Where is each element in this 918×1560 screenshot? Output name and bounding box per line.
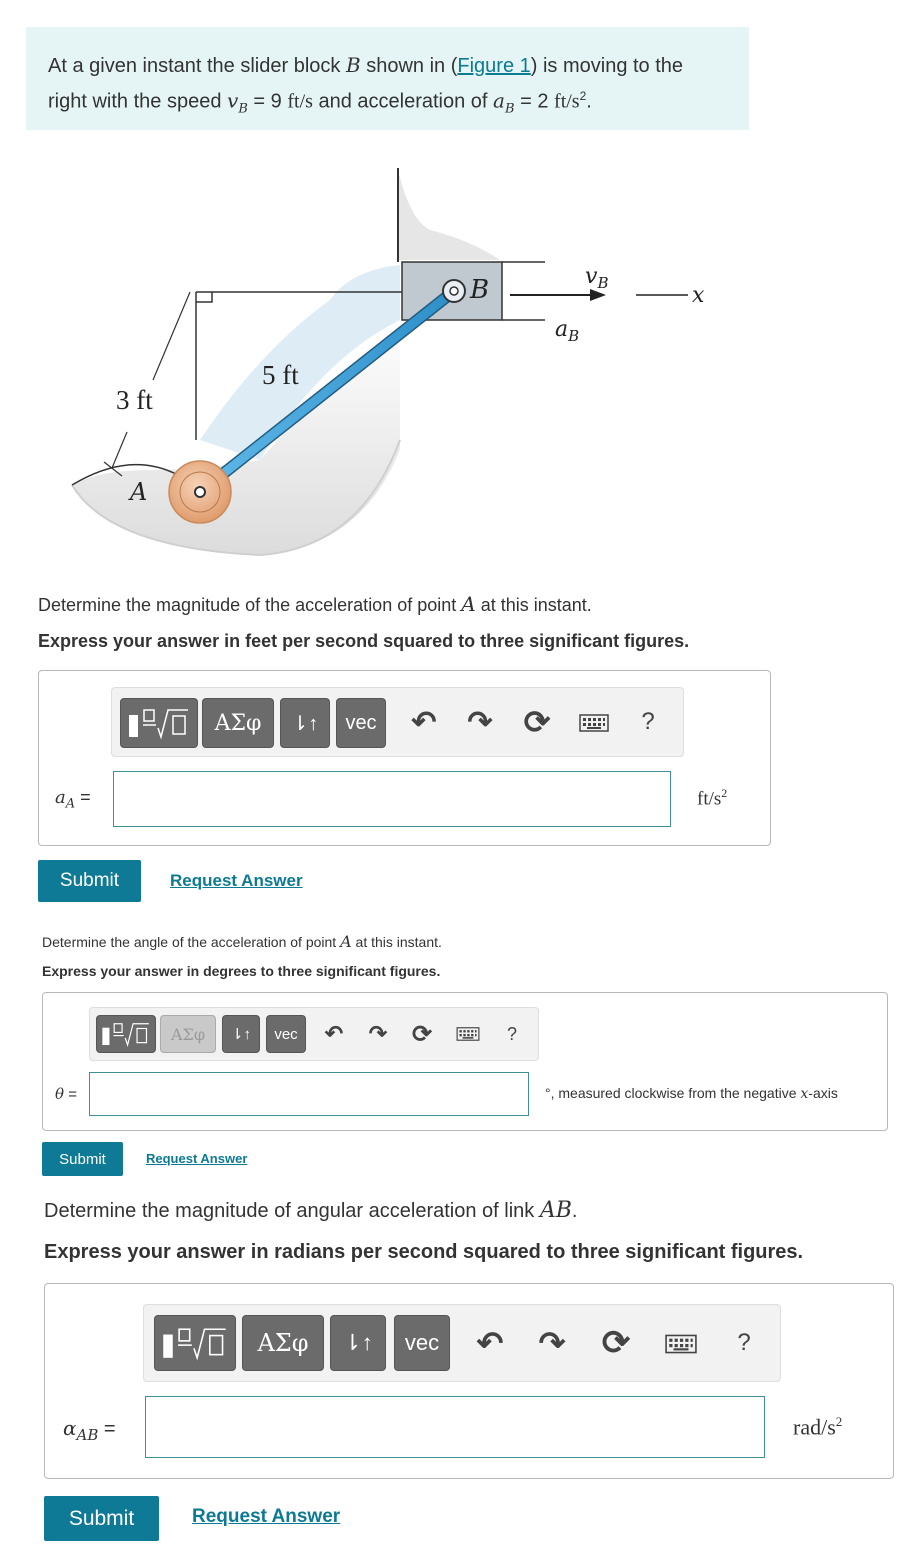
part2-toolbar: [89, 1007, 539, 1061]
part3-toolbar: [143, 1304, 781, 1382]
part1-label: $a_A$ =: [55, 787, 91, 812]
undo-icon[interactable]: ↶: [476, 1325, 504, 1361]
intro-unit: ft/s: [287, 90, 313, 113]
mechanism-figure: [60, 160, 760, 560]
part3-submit-button[interactable]: Submit: [44, 1496, 159, 1541]
part3-question: Determine the magnitude of angular acceleration of link AB.: [44, 1198, 578, 1223]
templates-button[interactable]: [120, 698, 198, 748]
intro-text: = 9: [247, 90, 288, 113]
intro-text: and acceleration of: [312, 90, 494, 113]
part1-request-answer-link[interactable]: Request Answer: [170, 871, 303, 890]
part1-answer-panel: [38, 670, 771, 846]
part1-answer-input[interactable]: [113, 771, 671, 827]
help-icon[interactable]: ?: [641, 708, 655, 735]
part1-toolbar: [111, 687, 684, 757]
templates-button[interactable]: [154, 1315, 236, 1371]
figure-link[interactable]: Figure 1: [457, 55, 531, 77]
part3-unit: rad/$s^2$: [793, 1414, 843, 1440]
part2-request-answer-link[interactable]: Request Answer: [146, 1151, 248, 1166]
greek-button[interactable]: ΑΣφ: [202, 698, 274, 748]
part1-unit: $ft/s^2$: [697, 786, 728, 810]
intro-sup: 2: [579, 89, 587, 103]
part3-label: $\alpha_{AB}$ =: [63, 1416, 116, 1444]
intro-var-b: B: [345, 53, 361, 77]
part2-question: Determine the angle of the acceleration of point A at this instant.: [42, 932, 442, 951]
keyboard-icon[interactable]: [450, 1022, 486, 1046]
part1-submit-button[interactable]: Submit: [38, 860, 141, 902]
intro-sub: B: [504, 101, 515, 117]
part1-instructions: Express your answer in feet per second squared to three significant figures.: [38, 631, 690, 651]
help-icon[interactable]: ?: [737, 1329, 751, 1356]
intro-text: shown in (: [360, 55, 458, 77]
label-x: x: [692, 283, 705, 308]
help-icon[interactable]: ?: [506, 1023, 517, 1044]
templates-icon: [126, 706, 192, 740]
reset-icon[interactable]: ⟳: [523, 704, 551, 740]
part3-instructions: Express your answer in radians per second squared to three significant figures.: [44, 1241, 804, 1263]
templates-button[interactable]: [96, 1015, 156, 1053]
label-b: B: [470, 275, 490, 305]
part2-unit: °, measured clockwise from the negative x-axis: [545, 1085, 838, 1102]
redo-icon[interactable]: ↷: [467, 705, 493, 739]
redo-icon[interactable]: ↷: [538, 1325, 566, 1361]
label-vb: $v_B$: [585, 264, 609, 292]
part2-instructions: Express your answer in degrees to three significant figures.: [42, 963, 441, 979]
vec-button[interactable]: vec: [266, 1015, 306, 1053]
arrows-button[interactable]: ⇂↑: [222, 1015, 260, 1053]
keyboard-icon[interactable]: [574, 708, 614, 738]
vec-button[interactable]: vec: [394, 1315, 450, 1371]
intro-text: ) is moving to the right with the speed: [48, 55, 684, 113]
problem-statement: [26, 27, 749, 130]
keyboard-icon[interactable]: [658, 1329, 704, 1359]
intro-text: At a given instant the slider block: [48, 55, 346, 77]
intro-sub: B: [238, 101, 248, 117]
part3-answer-panel: [44, 1283, 894, 1479]
arrows-button[interactable]: ⇂↑: [280, 698, 330, 748]
templates-icon: [100, 1020, 152, 1048]
label-3ft: 3 ft: [116, 385, 153, 415]
part2-answer-input[interactable]: [89, 1072, 529, 1116]
reset-icon[interactable]: ⟳: [411, 1020, 433, 1048]
part2-answer-panel: [42, 992, 888, 1131]
label-a: A: [130, 478, 148, 506]
intro-var-v: v: [227, 88, 239, 113]
label-ab: $a_B$: [555, 317, 580, 345]
undo-icon[interactable]: ↶: [411, 705, 437, 739]
part2-submit-button[interactable]: Submit: [42, 1142, 123, 1176]
part2-label: θ =: [55, 1085, 77, 1103]
vec-button[interactable]: vec: [336, 698, 386, 748]
greek-button[interactable]: ΑΣφ: [242, 1315, 324, 1371]
intro-text: = 2: [514, 90, 555, 113]
greek-button[interactable]: ΑΣφ: [160, 1015, 216, 1053]
part3-answer-input[interactable]: [145, 1396, 765, 1458]
redo-icon[interactable]: ↷: [368, 1021, 388, 1046]
undo-icon[interactable]: ↶: [324, 1021, 344, 1046]
part1-question: Determine the magnitude of the acceleration of point A at this instant.: [38, 592, 592, 616]
part3-request-answer-link[interactable]: Request Answer: [192, 1506, 341, 1527]
intro-text: .: [586, 90, 592, 113]
reset-icon[interactable]: ⟳: [601, 1324, 631, 1362]
intro-unit: ft/s: [554, 90, 580, 113]
label-5ft: 5 ft: [262, 360, 299, 390]
arrows-button[interactable]: ⇂↑: [330, 1315, 386, 1371]
intro-var-a: a: [493, 88, 505, 113]
templates-icon: [160, 1325, 230, 1361]
